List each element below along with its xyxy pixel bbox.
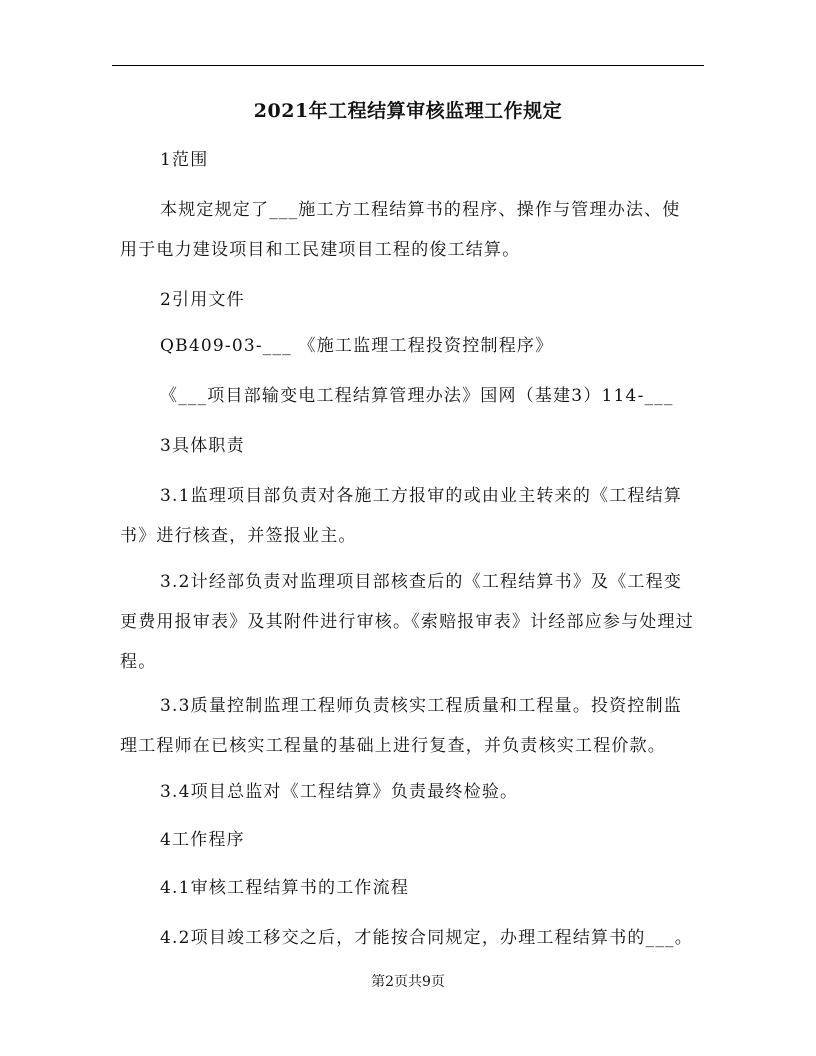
paragraph-reference-2: 《___项目部输变电工程结算管理办法》国网（基建3）114-___ (160, 386, 674, 406)
paragraph-procedure-4-1: 4.1审核工程结算书的工作流程 (160, 878, 410, 898)
paragraph-scope-text: 本规定规定了___施工方工程结算书的程序、操作与管理办法、使用于电力建设项目和工民建项目工程的俊工结算。 (120, 200, 681, 260)
paragraph-section-1-heading: 1范围 (160, 150, 209, 170)
paragraph-duty-3-4: 3.4项目总监对《工程结算》负责最终检验。 (160, 782, 519, 802)
paragraph-reference-1: QB409-03-___ 《施工监理工程投资控制程序》 (160, 336, 554, 356)
document-title: 2021年工程结算审核监理工作规定 (253, 100, 563, 122)
paragraph-duty-3-3: 3.3质量控制监理工程师负责核实工程质量和工程量。投资控制监理工程师在已核实工程量的基础上进行复查，并负责核实工程价款。 (120, 696, 683, 756)
page-footer: 第2页共9页 (371, 974, 445, 990)
header-rule (112, 65, 704, 66)
paragraph-section-3-heading: 3具体职责 (160, 436, 245, 456)
paragraph-duty-3-2: 3.2计经部负责对监理项目部核查后的《工程结算书》及《工程变更费用报审表》及其附件进行审核。《索赔报审表》计经部应参与处理过程。 (120, 572, 694, 672)
paragraph-procedure-4-2: 4.2项目竣工移交之后，才能按合同规定，办理工程结算书的___。 (160, 928, 693, 948)
paragraph-duty-3-1: 3.1监理项目部负责对各施工方报审的或由业主转来的《工程结算书》进行核查，并签报业主。 (120, 486, 683, 546)
paragraph-section-2-heading: 2引用文件 (160, 290, 245, 310)
paragraph-section-4-heading: 4工作程序 (160, 830, 245, 850)
